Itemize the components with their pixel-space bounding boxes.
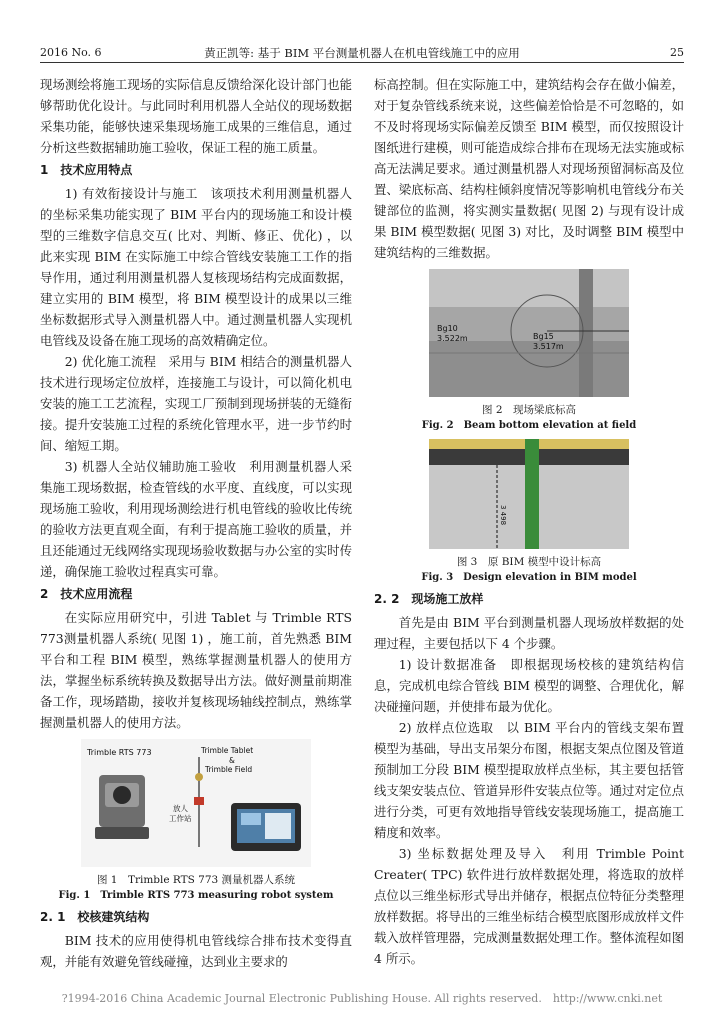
label-tablet-3: Trimble Field [205,765,253,774]
paragraph: 3) 机器人全站仪辅助施工验收 利用测量机器人采集施工现场数据，检查管线的水平度、直线度，可以实现现场施工验收，利用现场测绘进行机电管线的验收比传统的验收方法更直观全面，有利于提高施工验收的质量，并且还能通过无线网络实现现场验收数据与办公室的实时传递，确保施工验收过程真实可靠。 [40,459,352,579]
figure-3 [374,439,684,585]
paragraph: 1) 有效衔接设计与施工 该项技术利用测量机器人的坐标采集功能实现了 BIM 平台内的现场施工和设计模型的三维数字信息交互( 比对、判断、修正、优化) ，以此来实现 BIM 在实际施工中综合管线安装施工工作的指导作用，通过利用测量机器人复核现场结构完成面数据，建立实用的 BIM 模型，将 BIM 模型设计的成果以三维坐标数据形式导入测量机器人中。通过测量机器人实现机电管线及设备在施工现场的高效精确定位。 [40,186,352,348]
figure-3-caption-en: Fig. 3 Design elevation in BIM model [421,572,637,583]
section-heading: 1 技术应用特点 [40,163,133,177]
label-bg15-value: 3.517m [533,342,564,351]
beam-elevation-photo [429,269,629,397]
figure-1-caption-cn: 图 1 Trimble RTS 773 测量机器人系统 [96,874,296,886]
figure-1-caption-en: Fig. 1 Trimble RTS 773 measuring robot system [58,890,334,901]
figure-2-caption-en: Fig. 2 Beam bottom elevation at field [421,420,637,431]
right-column [374,74,684,969]
label-bg10: Bg10 [437,324,458,333]
label-bg15: Bg15 [533,332,554,341]
label-tablet-1: Trimble Tablet [201,746,254,755]
paragraph: 3) 坐标数据处理及导入 利用 Trimble Point Creater( TPC) 软件进行放样数据处理，将选取的放样点位以三维坐标形式导出并储存，根据点位特征分类整理放样数据。将导出的三维坐标结合模型底图形成放样文件载入放样管理器，完成测量数据处理工作。整体流程如图 4 所示。 [374,846,684,966]
robot-system-illustration [81,739,311,867]
label-station-2: 工作站 [169,814,192,823]
paragraph: 标高控制。但在实际施工中，建筑结构会存在做小偏差，对于复杂管线系统来说，这些偏差恰恰是不可忽略的，如不及时将现场实际偏差反馈至 BIM 模型，而仅按照设计图纸进行建模，则可能造成综合排布在现场无法实施或标高无法满足要求。通过测量机器人对现场预留洞标高及位置、梁底标高、结构柱倾斜度情况等影响机电管线分布关键部位的监测，将实测实量数据( 见图 2) 与现有设计成果 BIM 模型数据( 见图 3) 对比，及时调整 BIM 模型中建筑结构的三维数据。 [374,77,684,260]
running-title: 黄正凯等: 基于 BIM 平台测量机器人在机电管线施工中的应用 [204,46,520,60]
journal-issue: 2016 No. 6 [40,46,102,59]
section-heading: 2 技术应用流程 [40,587,133,601]
figure-2-caption-cn: 图 2 现场梁底标高 [481,404,577,416]
subsection-heading: 2. 1 校核建筑结构 [40,910,150,924]
paragraph: 2) 优化施工流程 采用与 BIM 相结合的测量机器人技术进行现场定位放样，连接施工与设计，可以简化机电安装的施工工艺流程，实现工厂预制到现场拼装的无缝衔接。提升安装施工过程的系统化管理水平，进一步节约时间、缩短工期。 [40,354,352,453]
copyright-footer: ?1994-2016 China Academic Journal Electronic Publishing House. All rights reserved. http://www.cnki.net [61,992,663,1005]
paragraph: 在实际应用研究中，引进 Tablet 与 Trimble RTS 773测量机器人系统( 见图 1) ，施工前，首先熟悉 BIM 平台和工程 BIM 模型，熟练掌握测量机器人的使用方法，掌握坐标系统转换及数据导出方法。做好测量前期准备工作，现场踏勘，接收并复核现场轴线控制点，熟练掌握测量机器人的使用方法。 [40,610,352,730]
figure-2 [374,269,684,433]
label-tablet-2: & [229,756,235,765]
label-bg10-value: 3.522m [437,334,468,343]
running-header [40,40,684,63]
paragraph: 首先是由 BIM 平台到测量机器人现场放样数据的处理过程，主要包括以下 4 个步骤。 [374,615,684,651]
dimension-label: 3 498 [499,505,507,526]
figure-3-caption-cn: 图 3 原 BIM 模型中设计标高 [456,556,602,568]
paragraph: 2) 放样点位选取 以 BIM 平台内的管线支架布置模型为基础，导出支吊架分布图，根据支架点位图及管道预制加工分段 BIM 模型提取放样点坐标，其主要包括管线支架安装点位、管道异形件安装点位等。通过对定位点进行分类，可更有效地指导管线安装现场施工，提高施工精度和效率。 [374,720,684,840]
paragraph: BIM 技术的应用使得机电管线综合排布技术变得直观，并能有效避免管线碰撞，达到业主要求的 [40,933,352,969]
label-rts: Trimble RTS 773 [87,748,152,757]
subsection-heading: 2. 2 现场施工放样 [374,592,484,606]
label-station-1: 放人 [173,804,188,813]
page-number: 25 [670,46,684,59]
bim-model-section [429,439,629,549]
paragraph: 现场测绘将施工现场的实际信息反馈给深化设计部门也能够帮助优化设计。与此同时利用机器人全站仪的现场数据采集功能，能够快速采集现场施工成果的三维信息，通过分析这些数据辅助施工验收，保证工程的施工质量。 [40,77,352,155]
paragraph: 1) 设计数据准备 即根据现场校核的建筑结构信息，完成机电综合管线 BIM 模型的调整、合理优化，解决碰撞问题，并使排布最为优化。 [374,657,684,714]
figure-1 [40,739,352,903]
left-column [40,74,352,972]
